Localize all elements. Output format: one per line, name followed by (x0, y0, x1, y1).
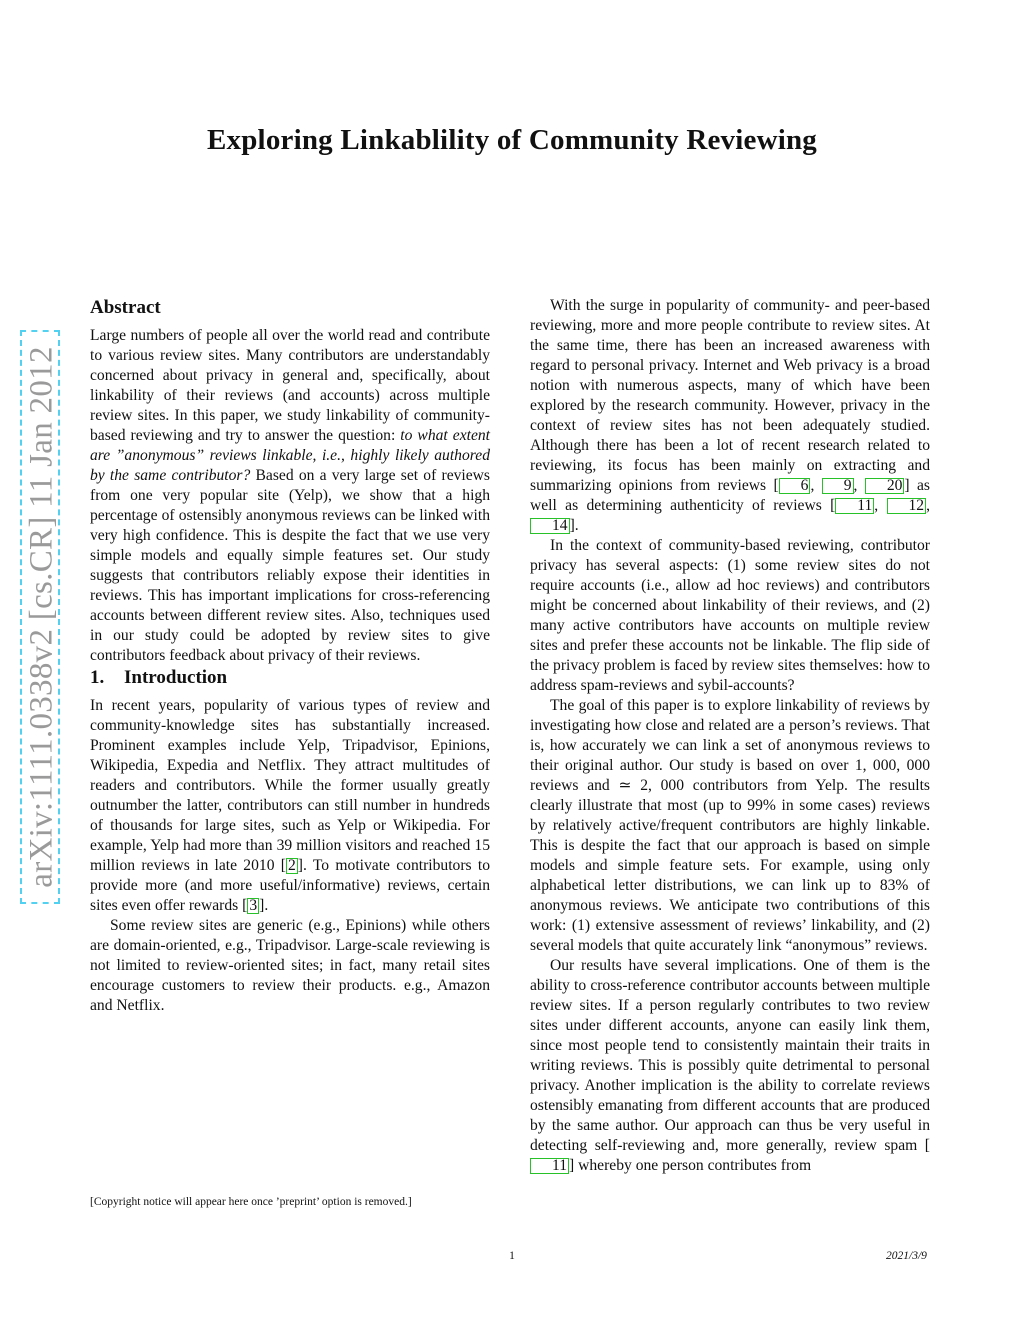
body-text: With the surge in popularity of community- and peer-based reviewing, more and more people contribute to review sites. At the same time, there has been an increased awareness with regard to personal privacy. Internet and Web privacy is a broad notion with numerous aspects, many of which have been explored by the research community. However, privacy in the context of review sites has not been adequately studied. Although there has been a lot of recent research related to reviewing, its focus has been mainly on extracting and summarizing opinions from reviews [ (530, 297, 930, 494)
section-number: 1. (90, 667, 105, 688)
intro-text: In recent years, popularity of various types of review and community-knowledge sites has substantially increased. Prominent examples include Yelp, Tripadvisor, Epinions, Wikipedia, Expedia and Netflix. They attract multitudes of readers and contributors. While the former usually greatly outnumber the latter, contributors can still number in hundreds of thousands for large sites, such as Yelp or Wikipedia. For example, Yelp had more than 39 million visitors and reached 15 million reviews in late 2010 [ (90, 697, 490, 874)
left-column (90, 296, 490, 1016)
abstract-text-part-1: Large numbers of people all over the world read and contribute to various review sites. Many contributors are understandably concerned about privacy in general and, specifically, about linkability of their reviews (and accounts) across multiple review sites. In this paper, we study linkability of community-based reviewing and try to answer the question: (90, 327, 490, 444)
right-paragraph-3: The goal of this paper is to explore linkability of reviews by investigating how close and related are a person’s reviews. That is, how accurately we can link a set of anonymous reviews to their original author. Our study is based on over 1, 000, 000 reviews and ≃ 2, 000 contributors from Yelp. The results clearly illustrate that most (up to 99% in some cases) reviews by relatively active/frequent contributors are highly linkable. This is despite the fact that our approach is based on simple models and simple feature sets. For example, using only alphabetical letter distributions, we can link up to 83% of anonymous reviews. We anticipate two contributions of this work: (1) extensive assessment of reviews’ linkability, and (2) several models that quite accurately link “anonymous” reviews. (530, 697, 930, 954)
right-column (530, 296, 930, 1176)
body-text: ] whereby one person contributes from (569, 1157, 812, 1174)
intro-text: ]. (259, 897, 269, 914)
abstract-heading: Abstract (90, 297, 161, 318)
paper-title: Exploring Linkablility of Community Reviewing (206, 124, 817, 156)
body-text: ] as well as determining authenticity of reviews [ (530, 477, 930, 514)
citation-link[interactable]: 11 (530, 1158, 569, 1174)
abstract-question: to what extent are ”anonymous” reviews linkable, i.e., highly likely authored by the same contributor? (90, 427, 490, 484)
body-text: Our results have several implications. One of them is the ability to cross-reference contributor accounts between multiple review sites. If a person regularly contributes to two review sites under different accounts, anyone can easily link them, since most people tend to consistently maintain their traits in writing reviews. This is possibly quite detrimental to personal privacy. Another implication is the ability to correlate reviews ostensibly emanating from different accounts that are produced by the same author. Our approach can thus be very useful in detecting self-reviewing and, more generally, review spam [ (530, 957, 930, 1154)
intro-text: ]. To motivate contributors to provide more (and more useful/informative) reviews, certain sites even offer rewards [ (90, 857, 491, 914)
abstract-text (90, 326, 490, 666)
citation-link[interactable]: 20 (865, 478, 905, 494)
citation-link[interactable]: 11 (835, 498, 874, 514)
citation-link[interactable]: 3 (249, 897, 258, 914)
right-paragraph-2: In the context of community-based reviewing, contributor privacy has several aspects: (1) some review sites do not require accounts (i.e., allow ad hoc reviews) and contributors might be concerned about linkability of their reviews, and (2) many active contributors have accounts on multiple review sites and prefer these accounts not be linkable. The flip side of the privacy problem is faced by review sites themselves: how to address spam-reviews and sybil-accounts? (530, 537, 930, 694)
citation-link[interactable]: 14 (530, 518, 570, 534)
intro-paragraph-2: Some review sites are generic (e.g., Epinions) while others are domain-oriented, e.g., Tripadvisor. Large-scale reviewing is not limited to review-oriented sites; in fact, many retail sites encourage customers to review their products. e.g., Amazon and Netflix. (90, 917, 490, 1014)
abstract-text-part-2: Based on a very large set of reviews from one very popular site (Yelp), we show that a high percentage of ostensibly anonymous reviews can be linked with very high confidence. This is despite the fact that we use very simple models and equally simple features set. Our study suggests that contributors reliably expose their identities in reviews. This has important implications for cross-referencing accounts between different review sites. Also, techniques used in our study could be adopted by review sites to give contributors feedback about privacy of their reviews. (90, 467, 490, 664)
right-paragraph-1: With the surge in popularity of community- and peer-based reviewing, more and more people contribute to review sites. At the same time, there has been an increased awareness with regard to personal privacy. Internet and Web privacy is a broad notion with numerous aspects, many of which have been explored by the research community. However, privacy in the context of review sites has not been adequately studied. Although there has been a lot of recent research related to reviewing, its focus has been mainly on extracting and summarizing opinions from reviews [ 6 , 9 , 20 ] as well as determining authenticity of reviews [ 11 , 12 , 14 ]. (530, 297, 930, 534)
page-number: 1 (509, 1250, 515, 1262)
footer-date: 2021/3/9 (886, 1250, 927, 1262)
section-title: Introduction (124, 667, 228, 688)
right-paragraph-4 (530, 956, 930, 1176)
citation-link[interactable]: 9 (822, 478, 854, 494)
copyright-notice: [Copyright notice will appear here once ’preprint’ option is removed.] (90, 1196, 412, 1208)
citation-link[interactable]: 12 (887, 498, 927, 514)
citation-link[interactable]: 2 (287, 857, 296, 874)
intro-paragraph-1 (90, 696, 490, 916)
arxiv-identifier[interactable]: arXiv:1111.0338v2 [cs.CR] 11 Jan 2012 (23, 346, 60, 888)
body-text: ]. (569, 517, 579, 534)
arxiv-stamp (20, 330, 64, 908)
introduction-heading (90, 666, 490, 690)
citation-link[interactable]: 6 (779, 478, 811, 494)
